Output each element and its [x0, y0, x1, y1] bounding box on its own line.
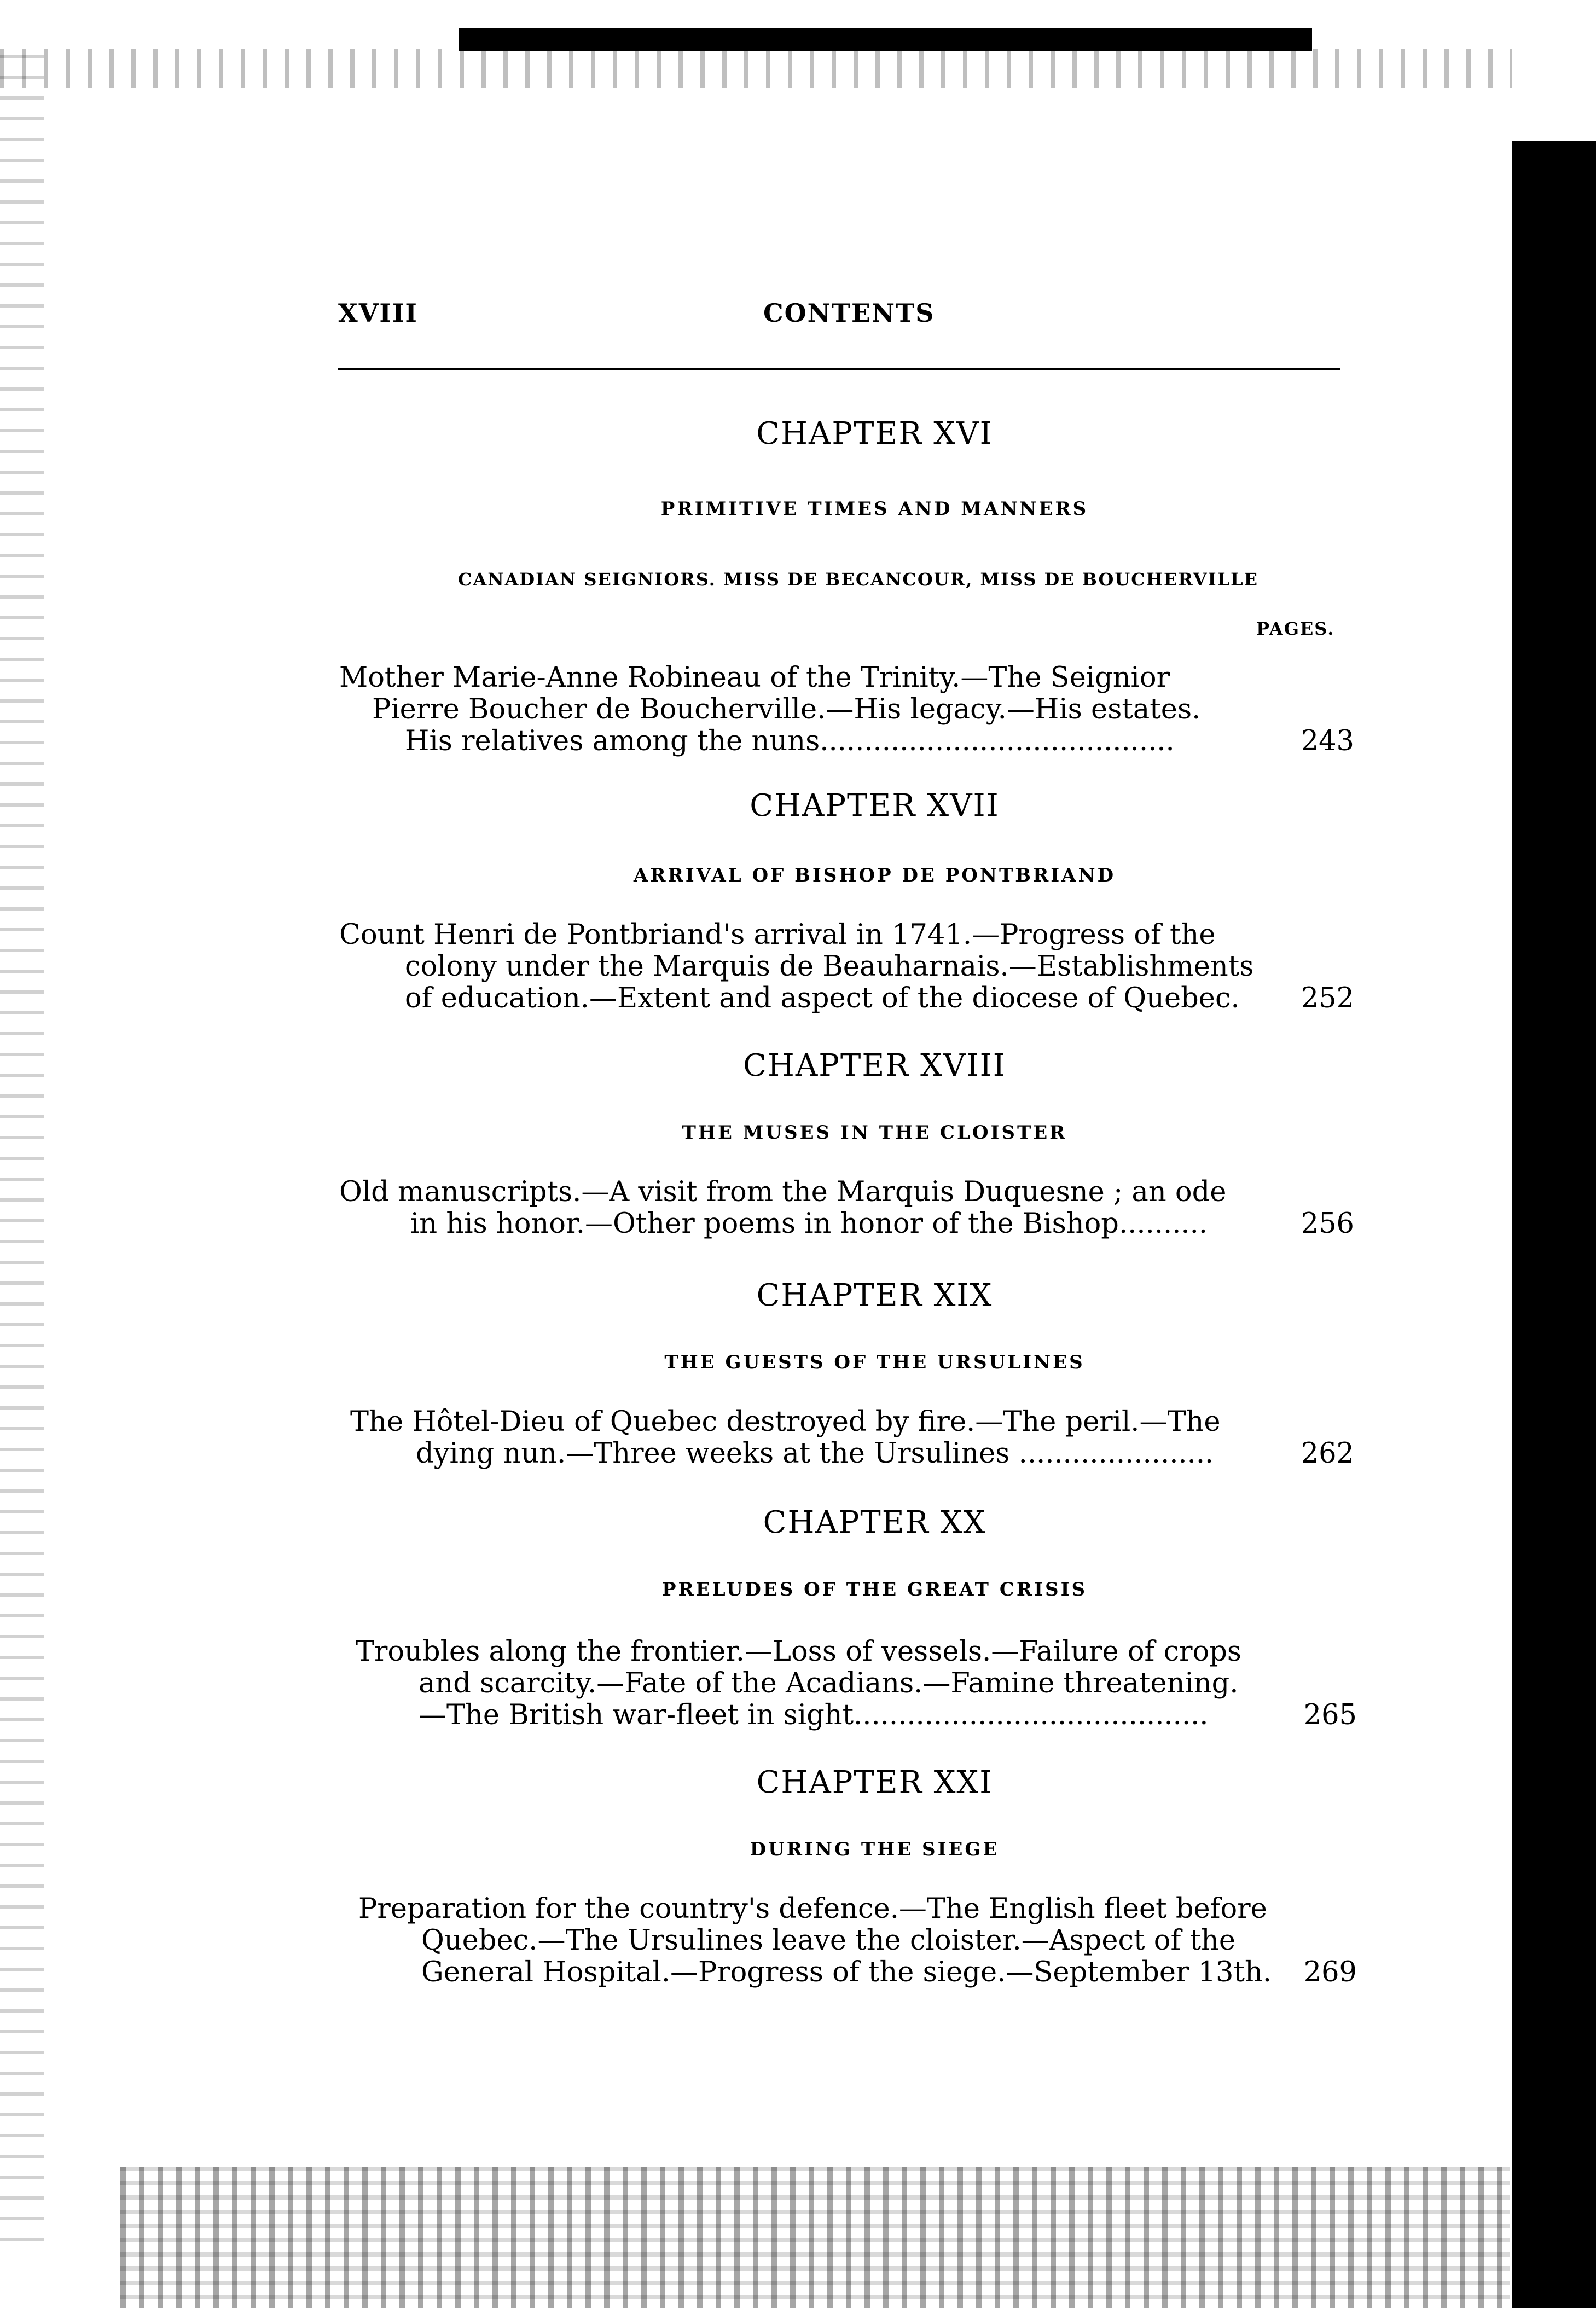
scan-noise-left: [0, 55, 44, 2243]
entry-line: Mother Marie-Anne Robineau of the Trinity.—The Seignior: [339, 662, 1170, 694]
page-number: XVIII: [338, 298, 418, 328]
toc-entry: [358, 1893, 1357, 1988]
entry-line: The Hôtel-Dieu of Quebec destroyed by fire.—The peril.—The: [350, 1406, 1221, 1438]
toc-entry: [339, 1176, 1354, 1240]
chapter-subtitle: PRELUDES OF THE GREAT CRISIS: [661, 1579, 1088, 1600]
entry-page-number: 243: [1301, 725, 1354, 757]
page-title: CONTENTS: [763, 298, 935, 328]
header-rule: [338, 368, 1340, 370]
entry-line: Pierre Boucher de Boucherville.—His legacy.—His estates.: [372, 693, 1201, 726]
chapter-title: CHAPTER XXI: [756, 1765, 993, 1800]
scan-noise-bottom: [120, 2167, 1510, 2308]
scan-edge-top: [459, 28, 1312, 51]
entry-line: His relatives among the nuns........................................: [405, 725, 1175, 757]
chapter-title: CHAPTER XVII: [750, 788, 1000, 824]
toc-entry: [350, 1406, 1354, 1470]
entry-page-number: 262: [1301, 1437, 1354, 1470]
chapter-title: CHAPTER XVI: [756, 416, 993, 451]
entry-line: Quebec.—The Ursulines leave the cloister.—Aspect of the: [421, 1924, 1236, 1957]
entry-line: dying nun.—Three weeks at the Ursulines ......................: [416, 1437, 1214, 1470]
entry-line: Count Henri de Pontbriand's arrival in 1741.—Progress of the: [339, 919, 1216, 951]
entry-line: and scarcity.—Fate of the Acadians.—Famine threatening.: [419, 1667, 1239, 1700]
entry-line: Old manuscripts.—A visit from the Marquis Duquesne ; an ode: [339, 1176, 1227, 1208]
chapter-subtitle: DURING THE SIEGE: [750, 1839, 1000, 1860]
chapter-subtitle-secondary: CANADIAN SEIGNIORS. MISS DE BECANCOUR, MISS DE BOUCHERVILLE: [458, 569, 1258, 590]
scan-noise-top: [0, 49, 1512, 88]
entry-line: colony under the Marquis de Beauharnais.—Establishments: [405, 950, 1254, 983]
pages-column-label: PAGES.: [1256, 618, 1335, 639]
chapter-subtitle: THE GUESTS OF THE URSULINES: [664, 1352, 1085, 1373]
chapter-title: CHAPTER XX: [763, 1505, 986, 1540]
chapter-title: CHAPTER XVIII: [743, 1048, 1006, 1083]
chapter-title: CHAPTER XIX: [756, 1278, 993, 1313]
entry-line: —The British war-fleet in sight........................................: [419, 1699, 1209, 1731]
entry-line: of education.—Extent and aspect of the diocese of Quebec.: [405, 982, 1240, 1014]
toc-entry: [356, 1636, 1357, 1731]
toc-entry: [339, 662, 1354, 757]
entry-page-number: 256: [1301, 1208, 1354, 1240]
entry-page-number: 269: [1303, 1956, 1357, 1988]
chapter-subtitle: ARRIVAL OF BISHOP DE PONTBRIAND: [633, 865, 1116, 886]
toc-entry: [339, 919, 1354, 1014]
entry-page-number: 252: [1301, 982, 1354, 1014]
scan-edge-right: [1512, 141, 1596, 2308]
entry-line: Troubles along the frontier.—Loss of vessels.—Failure of crops: [356, 1636, 1242, 1668]
entry-line: Preparation for the country's defence.—The English fleet before: [358, 1893, 1267, 1925]
entry-line: General Hospital.—Progress of the siege.—September 13th.: [421, 1956, 1272, 1988]
chapter-subtitle: THE MUSES IN THE CLOISTER: [682, 1122, 1067, 1144]
entry-page-number: 265: [1303, 1699, 1357, 1731]
chapter-subtitle: PRIMITIVE TIMES AND MANNERS: [660, 498, 1089, 520]
entry-line: in his honor.—Other poems in honor of the Bishop..........: [410, 1208, 1208, 1240]
